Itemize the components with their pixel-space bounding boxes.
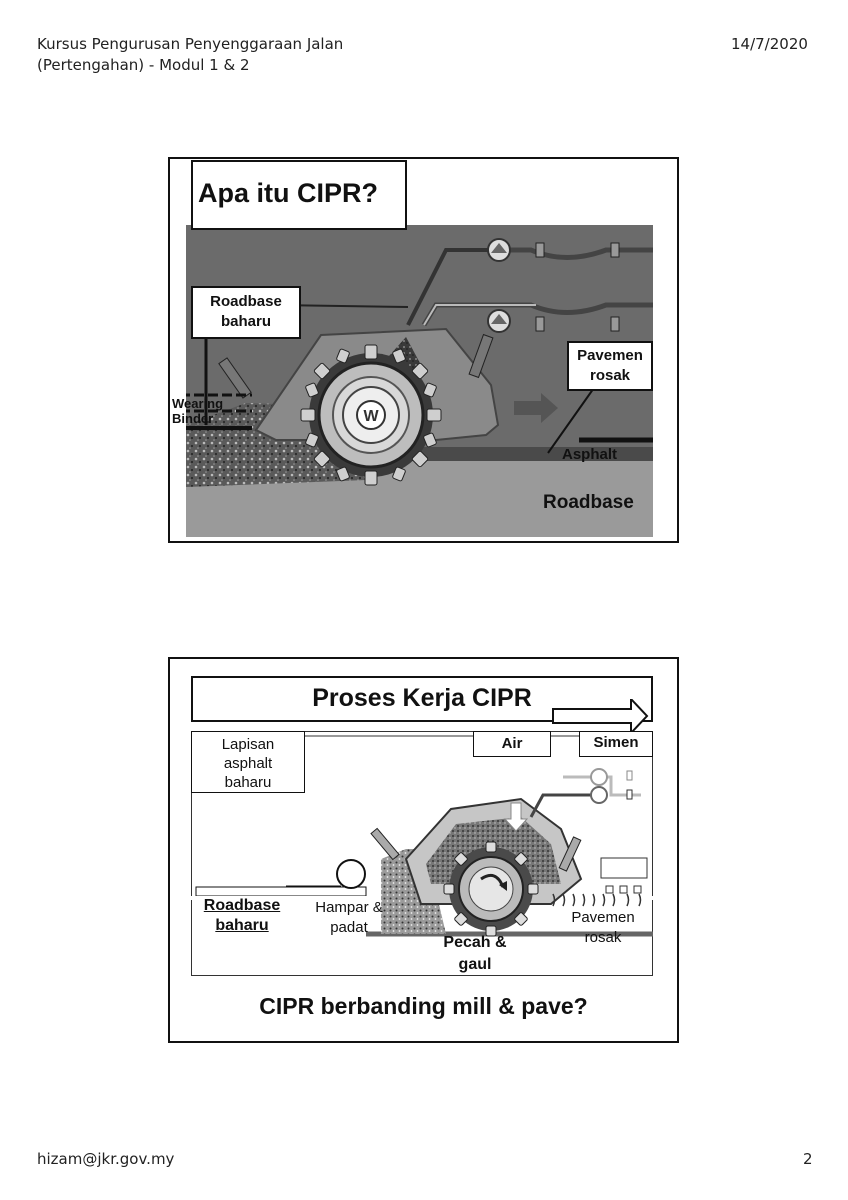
label-roadbase: Roadbase <box>543 492 634 513</box>
coupling-1 <box>536 243 544 257</box>
air-label: Air <box>501 735 523 752</box>
drum-logo: W <box>363 408 379 425</box>
new-roadbase-strip <box>196 887 366 896</box>
coupling-2 <box>611 243 619 257</box>
pavemen-line1: Pavemen <box>571 909 635 926</box>
spray-nozzle-left <box>371 828 399 859</box>
course-title-line2: (Pertengahan) - Modul 1 & 2 <box>37 56 250 74</box>
lapisan-line1: Lapisan <box>221 736 275 753</box>
hampar-line1: Hampar & <box>315 899 383 916</box>
slide-1 <box>168 157 679 543</box>
footer-email: hizam@jkr.gov.my <box>37 1150 175 1168</box>
slide-1-title-box <box>191 160 407 230</box>
pecah-line1: Pecah & <box>443 934 507 951</box>
simen-box <box>579 731 653 757</box>
callout-pavemen-line1: Pavemen <box>577 347 643 364</box>
lapisan-line3: baharu <box>224 774 272 791</box>
milling-drum <box>301 345 441 485</box>
simen-label: Simen <box>593 734 639 751</box>
cement-box-3 <box>634 886 641 893</box>
callout-roadbase-line1: Roadbase <box>210 293 282 310</box>
cement-box-2 <box>620 886 627 893</box>
page-number: 2 <box>803 1150 813 1168</box>
roadbase-baharu-line2: baharu <box>215 917 269 934</box>
cement-hopper <box>601 858 647 878</box>
pecah-line2: gaul <box>458 956 492 973</box>
header-date: 14/7/2020 <box>731 35 808 53</box>
course-title-line1: Kursus Pengurusan Penyenggaraan Jalan <box>37 35 344 53</box>
callout-roadbase-baharu <box>191 286 301 339</box>
coupling-3 <box>536 317 544 331</box>
label-wearing: Wearing <box>172 396 224 411</box>
cement-box-1 <box>606 886 613 893</box>
valve-1 <box>627 771 632 780</box>
hampar-line2: padat <box>330 919 368 936</box>
callout-pavemen-rosak <box>567 341 653 391</box>
compaction-roller <box>337 860 365 888</box>
label-asphalt: Asphalt <box>562 446 618 463</box>
pump-icon-upper <box>591 769 607 785</box>
lapisan-asphalt-box <box>191 731 305 793</box>
pavemen-line2: rosak <box>584 929 622 946</box>
slide-1-title: Apa itu CIPR? <box>198 178 378 208</box>
lapisan-line2: asphalt <box>223 755 273 772</box>
slide-2 <box>168 657 679 1043</box>
air-box <box>473 731 551 757</box>
process-arrow <box>553 699 647 733</box>
label-binder: Binder <box>172 411 214 426</box>
coupling-4 <box>611 317 619 331</box>
pump-icon-lower <box>591 787 607 803</box>
slide-2-caption: CIPR berbanding mill & pave? <box>259 993 588 1019</box>
valve-2 <box>627 790 632 799</box>
mixing-drum <box>444 842 538 936</box>
slide-2-title: Proses Kerja CIPR <box>312 684 532 712</box>
roadbase-baharu-line1: Roadbase <box>203 897 281 914</box>
callout-pavemen-line2: rosak <box>589 367 631 384</box>
callout-roadbase-line2: baharu <box>220 313 271 330</box>
